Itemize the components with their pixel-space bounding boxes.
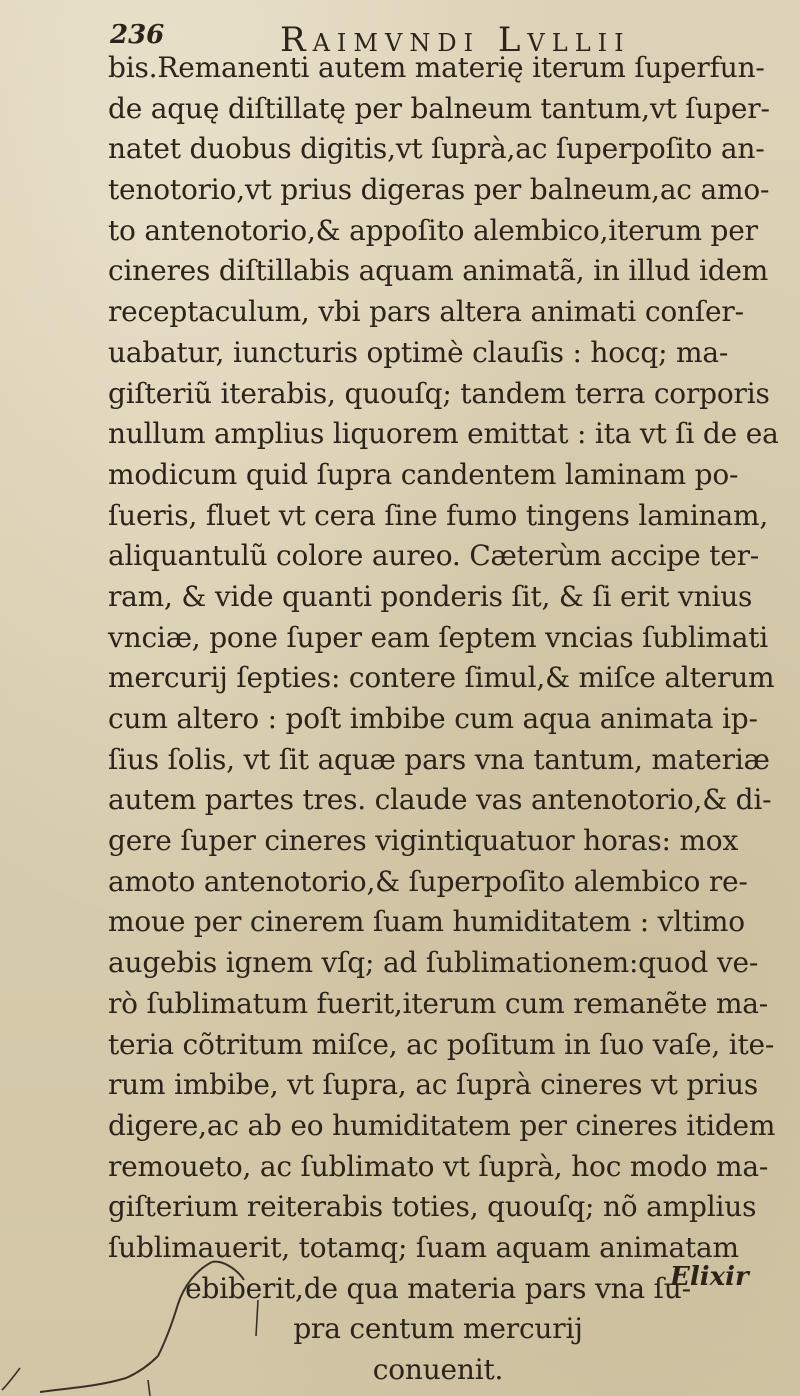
text-line: ſius ſolis, vt ſit aquæ pars vna tantum, materiæ	[108, 742, 770, 776]
closing-line: conuenit.	[372, 1353, 504, 1386]
closing-line: pra centum mercurij	[293, 1312, 583, 1346]
text-line: remoueto, ac ſublimato vt ſuprà, hoc modo ma-	[108, 1149, 769, 1183]
text-line: autem partes tres. claude vas antenotorio,& di-	[108, 783, 772, 817]
text-line: aliquantulũ colore aureo. Cæterùm accipe ter-	[108, 539, 760, 573]
text-line: giſteriũ iterabis, quouſq; tandem terra corporis	[108, 376, 770, 410]
text-line: mercurij ſepties: contere ſimul,& miſce alterum	[108, 661, 775, 695]
text-line: rum imbibe, vt ſupra, ac ſuprà cineres vt prius	[108, 1068, 758, 1102]
text-line: tenotorio,vt prius digeras per balneum,ac amo-	[108, 173, 770, 207]
text-line: ram, & vide quanti ponderis ſit, & ſi erit vnius	[108, 579, 753, 613]
text-line: rò ſublimatum fuerit,iterum cum remanẽte ma-	[108, 986, 769, 1020]
text-line: de aquę diſtillatę per balneum tantum,vt ſuper-	[108, 91, 770, 125]
text-line: ſueris, fluet vt cera ſine fumo tingens laminam,	[108, 498, 769, 532]
text-line: moue per cinerem ſuam humiditatem : vltimo	[108, 905, 745, 939]
text-line: uabatur, iuncturis optimè clauſis : hocq; ma-	[108, 335, 729, 369]
text-line: augebis ignem vſq; ad ſublimationem:quod ve-	[108, 946, 759, 980]
page-number: 236	[110, 20, 165, 50]
handwritten-ink-mark	[0, 1240, 320, 1396]
text-line: to antenotorio,& appoſito alembico,iterum per	[108, 213, 758, 247]
text-line: vnciæ, pone ſuper eam ſeptem vncias ſublimati	[108, 620, 769, 654]
closing-line: ebiberit,de qua materia pars vna ſu-	[185, 1271, 691, 1305]
text-line: ſublimauerit, totamq; ſuam aquam animatam	[108, 1230, 739, 1264]
catchword: Elixir	[670, 1262, 749, 1292]
text-line: digere,ac ab eo humiditatem per cineres itidem	[108, 1108, 776, 1142]
text-line: amoto antenotorio,& ſuperpoſito alembico re-	[108, 864, 748, 898]
text-line: cineres diſtillabis aquam animatã, in illud idem	[108, 254, 769, 288]
text-line: giſterium reiterabis toties, quouſq; nõ amplius	[108, 1190, 757, 1224]
text-line: teria cõtritum miſce, ac poſitum in ſuo vaſe, ite-	[108, 1027, 775, 1061]
text-line: modicum quid ſupra candentem laminam po-	[108, 457, 739, 491]
text-line: natet duobus digitis,vt ſuprà,ac ſuperpoſito an-	[108, 132, 765, 166]
text-line: cum altero : poſt imbibe cum aqua animata ip-	[108, 702, 758, 735]
text-line: bis.Remanenti autem materię iterum ſuperfun-	[108, 51, 765, 84]
text-line: receptaculum, vbi pars altera animati conſer-	[108, 295, 744, 329]
text-line: nullum amplius liquorem emittat : ita vt ſi de ea	[108, 417, 779, 451]
body-text	[108, 48, 779, 1391]
running-head: Raimvndi Lvllii	[280, 20, 631, 60]
text-line: gere ſuper cineres vigintiquatuor horas: mox	[108, 824, 739, 858]
